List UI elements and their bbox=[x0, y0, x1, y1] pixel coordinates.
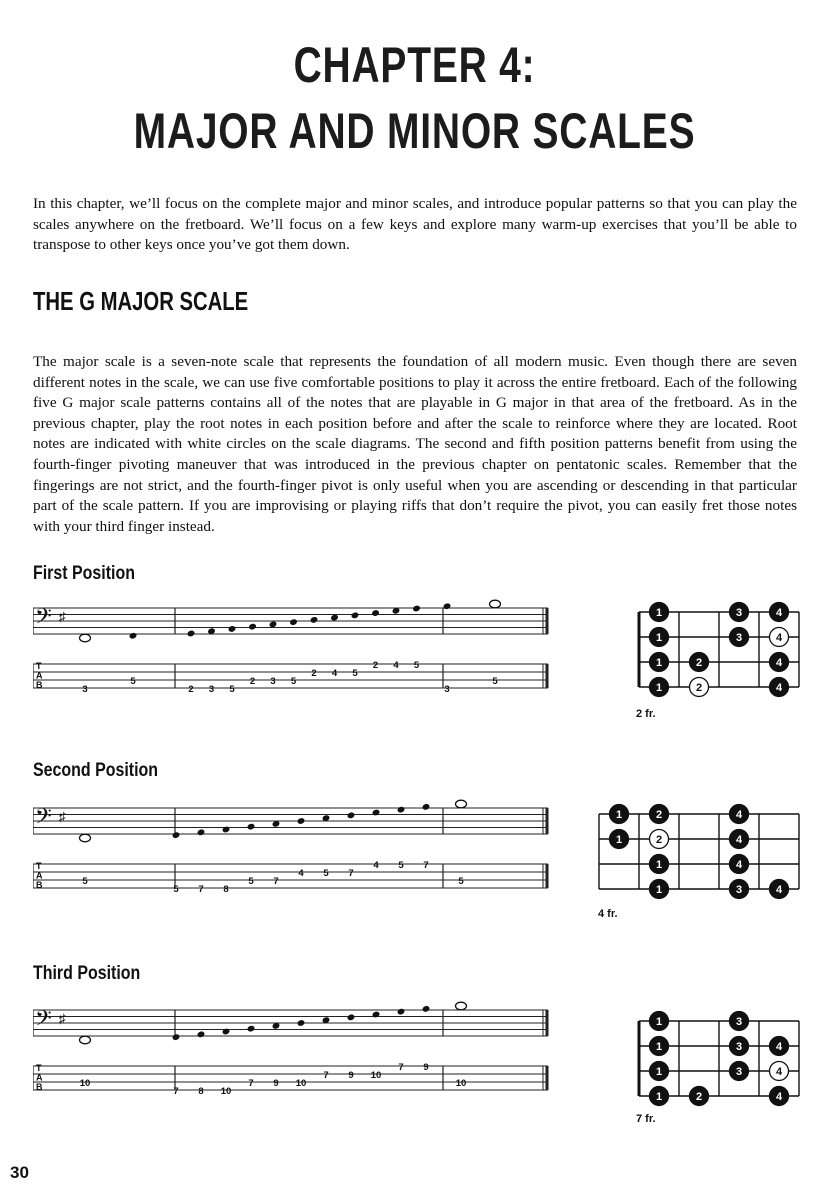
note-head bbox=[228, 625, 237, 633]
tab-clef-letter: A bbox=[36, 670, 43, 681]
first-position-scale-diagram bbox=[630, 600, 805, 700]
finger-number: 4 bbox=[735, 834, 743, 846]
finger-number: 3 bbox=[735, 607, 743, 619]
note-head bbox=[372, 809, 381, 817]
finger-number: 1 bbox=[615, 809, 623, 821]
tab-number: 3 bbox=[444, 684, 450, 695]
whole-note bbox=[456, 1002, 467, 1010]
tab-number: 4 bbox=[393, 660, 399, 671]
tab-clef-letter: A bbox=[36, 1072, 43, 1083]
tab-number: 10 bbox=[79, 1078, 91, 1089]
tab-number: 7 bbox=[348, 868, 354, 879]
finger-number: 1 bbox=[655, 1066, 663, 1078]
third-position-notation bbox=[33, 992, 553, 1112]
note-head bbox=[351, 611, 360, 619]
tab-number: 3 bbox=[270, 676, 276, 687]
finger-number: 1 bbox=[655, 682, 663, 694]
tab-number: 5 bbox=[173, 884, 179, 895]
tab-number: 7 bbox=[423, 860, 429, 871]
tab-clef-letter: A bbox=[36, 870, 43, 881]
note-head bbox=[310, 616, 319, 624]
note-head bbox=[248, 623, 257, 631]
note-head bbox=[297, 1019, 306, 1027]
tab-number: 7 bbox=[198, 884, 204, 895]
finger-number: 2 bbox=[695, 1091, 703, 1103]
whole-note bbox=[80, 634, 91, 642]
tab-number: 9 bbox=[273, 1078, 279, 1089]
bass-clef-icon: 𝄢 bbox=[35, 1005, 52, 1036]
first-position-notation bbox=[33, 590, 553, 710]
note-head bbox=[371, 609, 380, 617]
tab-number: 4 bbox=[298, 868, 304, 879]
tab-number: 9 bbox=[423, 1062, 429, 1073]
tab-number: 10 bbox=[370, 1070, 382, 1081]
note-head bbox=[372, 1011, 381, 1019]
finger-number: 3 bbox=[735, 632, 743, 644]
first-position-fret-label: 2 fr. bbox=[636, 708, 656, 720]
note-head bbox=[289, 618, 298, 626]
finger-number: 4 bbox=[775, 682, 783, 694]
chapter-title-line1: CHAPTER 4: bbox=[293, 37, 536, 93]
tab-number: 2 bbox=[188, 684, 194, 695]
second-position-heading: Second Position bbox=[33, 760, 159, 781]
note-head bbox=[412, 605, 421, 613]
finger-number: 1 bbox=[655, 632, 663, 644]
finger-number: 1 bbox=[655, 1016, 663, 1028]
tab-clef-letter: B bbox=[36, 680, 43, 690]
finger-number: 1 bbox=[615, 834, 623, 846]
tab-number: 3 bbox=[208, 684, 215, 695]
finger-number: 1 bbox=[655, 657, 663, 669]
note-head bbox=[187, 630, 196, 638]
key-signature-sharp-icon: ♯ bbox=[59, 809, 66, 824]
tab-number: 7 bbox=[248, 1078, 254, 1089]
tab-clef-letter: B bbox=[36, 1082, 43, 1092]
tab-number: 10 bbox=[295, 1078, 307, 1089]
finger-number: 4 bbox=[775, 884, 783, 896]
chapter-title-line2: MAJOR AND MINOR SCALES bbox=[133, 103, 696, 159]
tab-number: 7 bbox=[323, 1070, 329, 1081]
note-head bbox=[222, 826, 231, 834]
tab-number: 8 bbox=[198, 1086, 204, 1097]
finger-number: 4 bbox=[735, 859, 743, 871]
bass-clef-icon: 𝄢 bbox=[35, 603, 52, 634]
intro-paragraph: In this chapter, we’ll focus on the complete major and minor scales, and introduce popular patterns so that you can play the scales anywhere on the fretboard. We’ll focus on a few keys and explore many warm-up exercises that you’ll be able to transpose to other keys once you’ve got them down. bbox=[33, 195, 797, 254]
whole-note bbox=[490, 600, 501, 608]
key-signature-sharp-icon: ♯ bbox=[59, 609, 66, 624]
tab-clef-letter: B bbox=[36, 880, 43, 890]
key-signature-sharp-icon: ♯ bbox=[59, 1011, 66, 1026]
third-position-heading: Third Position bbox=[33, 963, 141, 984]
finger-number: 2 bbox=[655, 834, 663, 846]
tab-number: 10 bbox=[220, 1086, 232, 1097]
finger-number: 3 bbox=[735, 884, 743, 896]
second-position-fret-label: 4 fr. bbox=[598, 908, 618, 920]
tab-number: 2 bbox=[249, 676, 256, 687]
tab-number: 3 bbox=[82, 684, 88, 695]
tab-number: 5 bbox=[413, 660, 420, 671]
tab-number: 7 bbox=[173, 1086, 179, 1097]
note-head bbox=[172, 831, 181, 839]
finger-number: 1 bbox=[655, 1091, 663, 1103]
finger-number: 3 bbox=[735, 1041, 743, 1053]
tab-number: 5 bbox=[248, 876, 254, 887]
tab-number: 5 bbox=[290, 676, 297, 687]
note-head bbox=[129, 632, 138, 640]
tab-clef-letter: T bbox=[36, 1063, 42, 1073]
finger-number: 3 bbox=[735, 1066, 743, 1078]
finger-number: 3 bbox=[735, 1016, 743, 1028]
finger-number: 2 bbox=[655, 809, 663, 821]
tab-number: 4 bbox=[373, 860, 379, 871]
note-head bbox=[222, 1028, 231, 1036]
tab-number: 10 bbox=[455, 1078, 467, 1089]
note-head bbox=[397, 806, 406, 814]
finger-number: 1 bbox=[655, 607, 663, 619]
tab-number: 5 bbox=[352, 668, 358, 679]
tab-number: 2 bbox=[311, 668, 317, 679]
finger-number: 2 bbox=[695, 657, 703, 669]
third-position-fret-label: 7 fr. bbox=[636, 1113, 656, 1125]
finger-number: 4 bbox=[775, 607, 783, 619]
second-position-scale-diagram bbox=[598, 802, 805, 902]
tab-number: 7 bbox=[273, 876, 279, 887]
third-position-scale-diagram bbox=[630, 1009, 805, 1109]
tab-number: 5 bbox=[82, 876, 88, 887]
note-head bbox=[197, 828, 206, 836]
tab-number: 8 bbox=[223, 884, 229, 895]
first-position-heading: First Position bbox=[33, 563, 135, 584]
tab-number: 5 bbox=[492, 676, 498, 687]
note-head bbox=[197, 1030, 206, 1038]
finger-number: 4 bbox=[775, 1066, 783, 1078]
finger-number: 4 bbox=[735, 809, 743, 821]
finger-number: 4 bbox=[775, 1091, 783, 1103]
tab-number: 4 bbox=[331, 668, 338, 679]
tab-number: 5 bbox=[130, 676, 136, 687]
note-head bbox=[172, 1033, 181, 1041]
finger-number: 4 bbox=[775, 1041, 783, 1053]
tab-number: 2 bbox=[372, 660, 379, 671]
whole-note bbox=[456, 800, 467, 808]
finger-number: 1 bbox=[655, 1041, 663, 1053]
whole-note bbox=[80, 1036, 91, 1044]
tab-number: 7 bbox=[398, 1062, 404, 1073]
note-head bbox=[422, 1005, 431, 1013]
second-position-notation bbox=[33, 790, 553, 910]
finger-number: 1 bbox=[655, 859, 663, 871]
page-number: 30 bbox=[10, 1163, 29, 1182]
finger-number: 4 bbox=[775, 632, 783, 644]
whole-note bbox=[80, 834, 91, 842]
section-heading: THE G MAJOR SCALE bbox=[33, 286, 249, 316]
note-head bbox=[347, 1013, 356, 1021]
tab-number: 5 bbox=[229, 684, 235, 695]
tab-clef-letter: T bbox=[36, 861, 42, 871]
finger-number: 2 bbox=[695, 682, 703, 694]
note-head bbox=[422, 803, 431, 811]
note-head bbox=[443, 602, 452, 610]
note-head bbox=[297, 817, 306, 825]
finger-number: 4 bbox=[775, 657, 783, 669]
tab-number: 5 bbox=[398, 860, 404, 871]
tab-clef-letter: T bbox=[36, 661, 42, 671]
finger-number: 1 bbox=[655, 884, 663, 896]
bass-clef-icon: 𝄢 bbox=[35, 803, 52, 834]
note-head bbox=[247, 1025, 256, 1033]
section-body-paragraph: The major scale is a seven-note scale that represents the foundation of all modern music. Even though there are seven different notes in the scale, we can use five comfortable positions to play it across the entire fretboard. Each of the following five G major scale patterns contains all of the notes that are playable in G major in that area of the fretboard. As in the previous chapter, play the root notes in each position before and after the scale to reinforce where they are located. Root notes are indicated with white circles on the scale diagrams. The second and fifth position patterns benefit from using the fourth-finger pivoting maneuver that was introduced in the previous chapter on pentatonic scales. Remember that the fingerings are not strict, and the fourth-finger pivot is only useful when you are ascending or descending in that particular part of the scale pattern. If you are improvising or playing riffs that don’t require the pivot, you can easily fret those notes with your third finger instead. bbox=[33, 353, 797, 535]
note-head bbox=[397, 1008, 406, 1016]
note-head bbox=[247, 823, 256, 831]
tab-number: 5 bbox=[458, 876, 464, 887]
tab-number: 5 bbox=[323, 868, 329, 879]
tab-number: 9 bbox=[348, 1070, 354, 1081]
note-head bbox=[347, 811, 356, 819]
